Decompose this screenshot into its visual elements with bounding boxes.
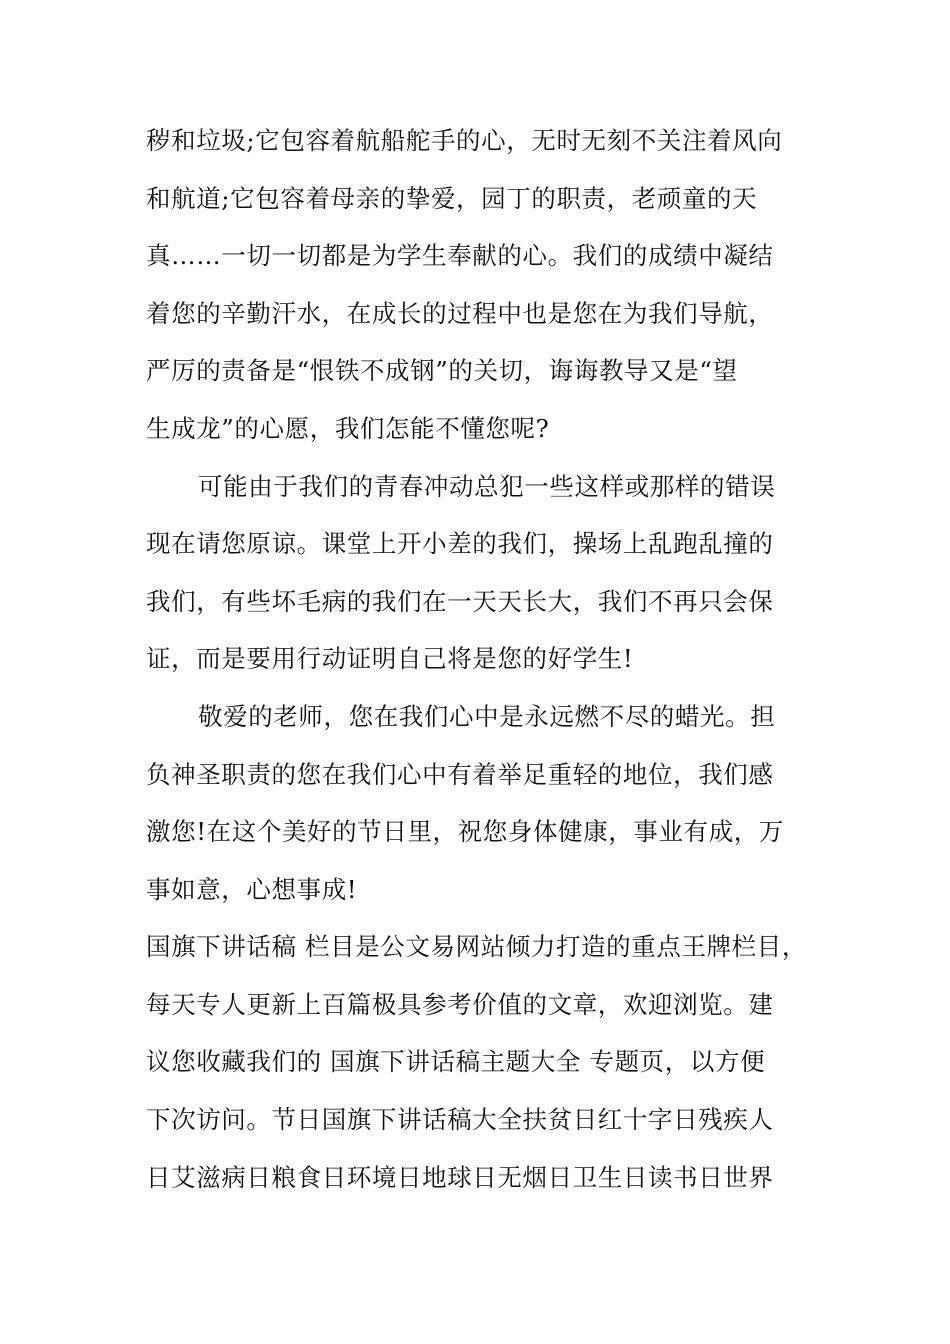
text-line: 严厉的责备是“恨铁不成钢”的关切，诲诲教导又是“望 [146,356,738,385]
text-line: 负神圣职责的您在我们心中有着举足重轻的地位，我们感 [146,760,774,789]
paragraph-first-line: 可能由于我们的青春冲动总犯一些这样或那样的错误 [198,472,776,501]
text-line: 秽和垃圾;它包容着航船舵手的心，无时无刻不关注着风向 [146,126,783,155]
text-line: 现在请您原谅。课堂上开小差的我们，操场上乱跑乱撞的 [146,529,774,558]
text-line: 激您!在这个美好的节日里，祝您身体健康，事业有成，万 [146,817,784,846]
text-line: 我们，有些坏毛病的我们在一天天长大，我们不再只会保 [146,587,774,616]
text-line: 证，而是要用行动证明自己将是您的好学生! [146,644,634,673]
text-line: 生成龙”的心愿，我们怎能不懂您呢? [146,414,550,443]
promo-text-line: 每天专人更新上百篇极具参考价值的文章，欢迎浏览。建 [146,990,774,1019]
promo-text-line: 议您收藏我们的 国旗下讲话稿主题大全 专题页，以方便 [146,1047,766,1076]
promo-text-line: 下次访问。节日国旗下讲话稿大全扶贫日红十字日残疾人 [146,1105,774,1134]
promo-text-line: 国旗下讲话稿 栏目是公文易网站倾力打造的重点王牌栏目， [146,932,807,961]
text-line: 和航道;它包容着母亲的挚爱，园丁的职责，老顽童的天 [146,184,758,213]
paragraph-first-line: 敬爱的老师，您在我们心中是永远燃不尽的蜡光。担 [198,702,776,731]
text-line: 真……一切一切都是为学生奉献的心。我们的成绩中凝结 [146,241,774,270]
text-line: 事如意，心想事成! [146,875,358,904]
text-line: 着您的辛勤汗水，在成长的过程中也是您在为我们导航， [146,299,774,328]
promo-text-line: 日艾滋病日粮食日环境日地球日无烟日卫生日读书日世界 [146,1163,774,1192]
